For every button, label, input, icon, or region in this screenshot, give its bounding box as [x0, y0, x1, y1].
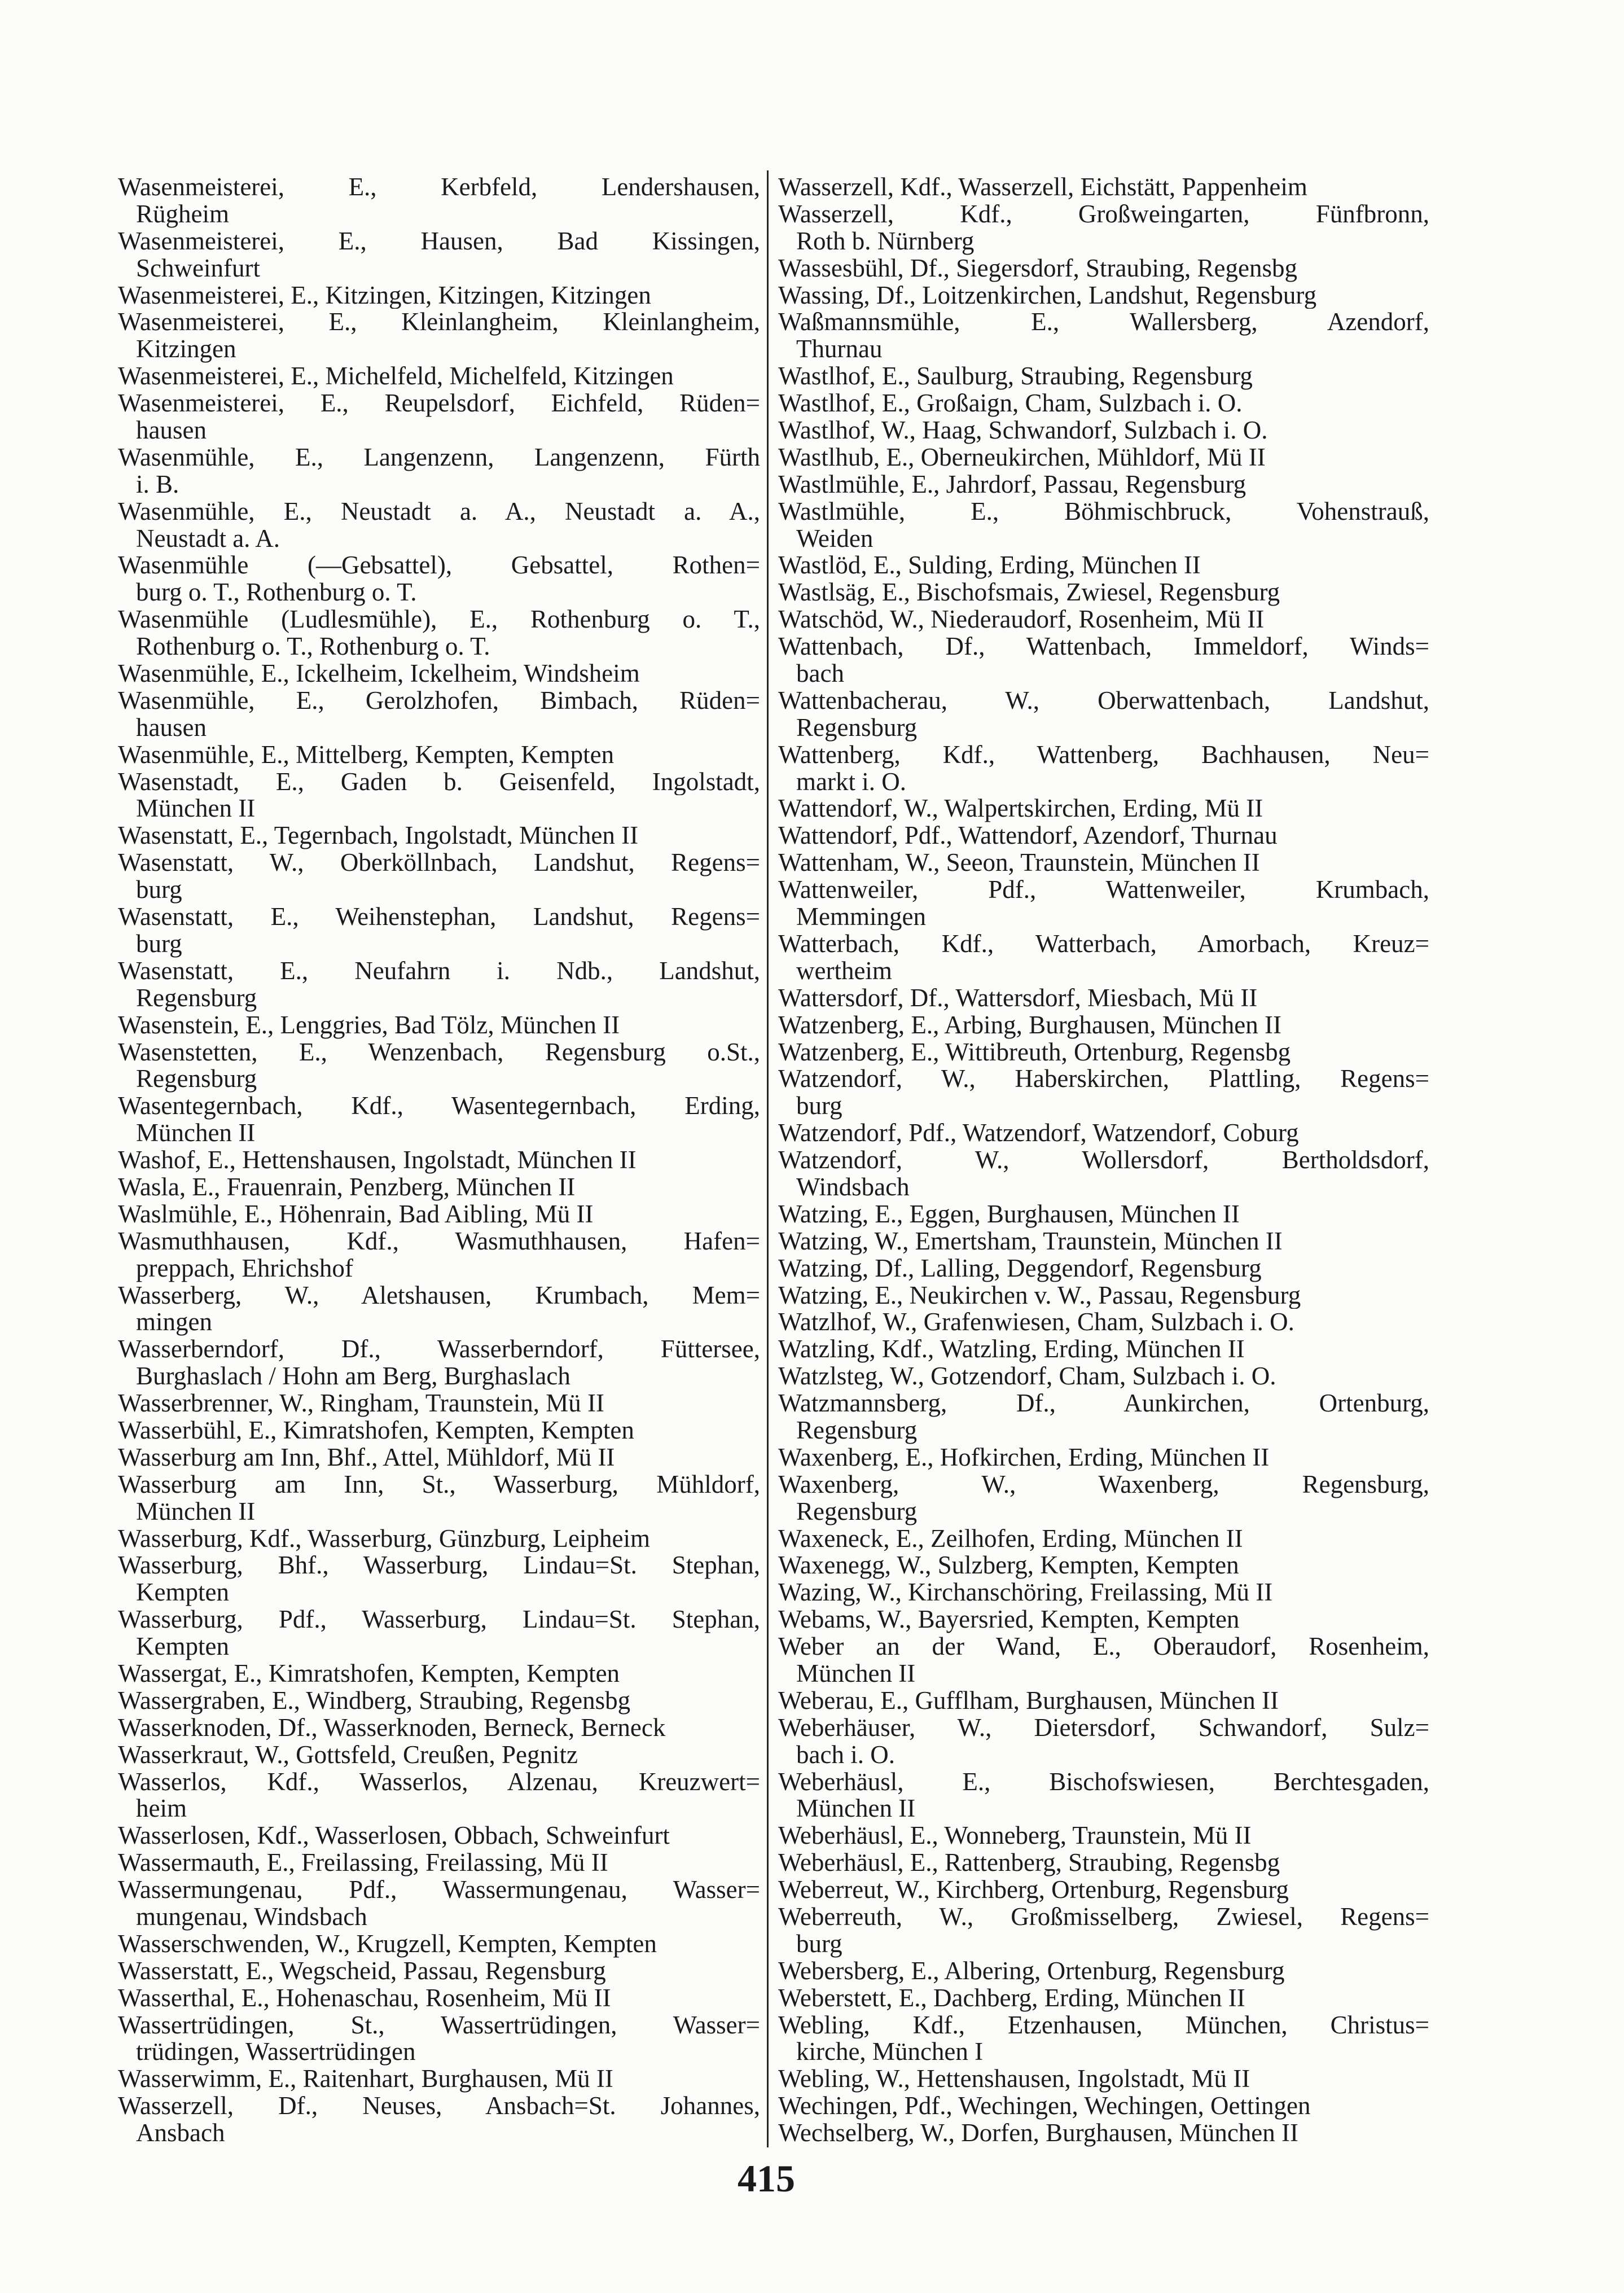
entry-continuation-line: München II — [136, 1498, 256, 1525]
gazetteer-entry — [778, 498, 1429, 553]
entry-continuation-line: mingen — [136, 1309, 212, 1336]
gazetteer-entry — [118, 606, 760, 660]
gazetteer-entry — [778, 687, 1429, 742]
entry-line: Webling, W., Hettenshausen, Ingolstadt, Mü II — [778, 2066, 1250, 2093]
entry-line: Wasserschwenden, W., Krugzell, Kempten, Kempten — [118, 1930, 657, 1958]
entry-continuation-line: preppach, Ehrichshof — [136, 1255, 353, 1282]
entry-continuation-line: burg o. T., Rothenburg o. T. — [136, 579, 417, 607]
entry-line: Watzing, Df., Lalling, Deggendorf, Regensburg — [778, 1255, 1262, 1282]
entry-continuation-line: Kempten — [136, 1579, 229, 1607]
entry-line: Weber an der Wand, E., Oberaudorf, Rosenheim, — [778, 1633, 1429, 1660]
entry-line: Watzendorf, Pdf., Watzendorf, Watzendorf, Coburg — [778, 1120, 1299, 1147]
gazetteer-entry — [778, 931, 1429, 985]
entry-line: Wasserkraut, W., Gottsfeld, Creußen, Pegnitz — [118, 1741, 578, 1769]
entry-line: Wasenstatt, E., Tegernbach, Ingolstadt, München II — [118, 822, 639, 850]
entry-line: Wasentegernbach, Kdf., Wasentegernbach, Erding, — [118, 1093, 760, 1120]
gazetteer-entry — [778, 849, 1429, 876]
gazetteer-entry — [778, 1552, 1429, 1579]
entry-continuation-line: Regensburg — [136, 1066, 257, 1093]
entry-line: Wasenmeisterei, E., Kitzingen, Kitzingen, Kitzingen — [118, 282, 651, 309]
entry-continuation-line: kirche, München I — [796, 2038, 984, 2066]
gazetteer-entry — [778, 1309, 1429, 1336]
gazetteer-entry — [118, 1093, 760, 1147]
gazetteer-entry — [118, 390, 760, 444]
gazetteer-entry — [118, 444, 760, 498]
gazetteer-entry — [118, 1282, 760, 1336]
entry-continuation-line: München II — [796, 1660, 916, 1687]
entry-continuation-line: Schweinfurt — [136, 255, 260, 282]
entry-line: Wassertrüdingen, St., Wassertrüdingen, Wasser= — [118, 2011, 760, 2039]
entry-continuation-line: markt i. O. — [796, 768, 906, 796]
entry-continuation-line: i. B. — [136, 471, 179, 498]
entry-line: Wasserbrenner, W., Ringham, Traunstein, Mü II — [118, 1390, 604, 1417]
entry-continuation-line: Rothenburg o. T., Rothenburg o. T. — [136, 633, 490, 661]
entry-line: Wasserzell, Kdf., Großweingarten, Fünfbronn, — [778, 200, 1429, 228]
entry-line: Wastlmühle, E., Böhmischbruck, Vohenstrauß, — [778, 498, 1429, 525]
gazetteer-entry — [778, 1363, 1429, 1390]
entry-line: Wasenstatt, E., Neufahrn i. Ndb., Landshut, — [118, 957, 760, 985]
gazetteer-entry — [778, 1579, 1429, 1606]
entry-line: Wastlsäg, E., Bischofsmais, Zwiesel, Regensburg — [778, 579, 1280, 607]
entry-continuation-line: Rügheim — [136, 200, 229, 228]
gazetteer-entry — [118, 1687, 760, 1715]
column-divider — [767, 170, 769, 2147]
entry-line: Washof, E., Hettenshausen, Ingolstadt, München II — [118, 1147, 637, 1174]
gazetteer-entry — [778, 742, 1429, 796]
gazetteer-entry — [778, 1066, 1429, 1120]
gazetteer-entry — [778, 390, 1429, 417]
gazetteer-entry — [118, 742, 760, 769]
gazetteer-entry — [118, 1769, 760, 1823]
gazetteer-entry — [778, 1228, 1429, 1255]
gazetteer-entry — [778, 1769, 1429, 1823]
entry-line: Wasserberndorf, Df., Wasserberndorf, Füttersee, — [118, 1336, 760, 1363]
gazetteer-entry — [778, 1390, 1429, 1444]
gazetteer-entry — [778, 471, 1429, 498]
gazetteer-entry — [118, 1174, 760, 1201]
entry-line: Waxenegg, W., Sulzberg, Kempten, Kempten — [778, 1552, 1239, 1580]
entry-line: Weberstett, E., Dachberg, Erding, München II — [778, 1984, 1245, 2012]
gazetteer-entry — [118, 1444, 760, 1471]
entry-line: Weberhäusl, E., Rattenberg, Straubing, Regensbg — [778, 1849, 1280, 1877]
entry-continuation-line: München II — [136, 795, 256, 823]
gazetteer-entry — [118, 1715, 760, 1742]
gazetteer-entry — [778, 1958, 1429, 1985]
entry-continuation-line: Regensburg — [796, 714, 918, 742]
entry-line: Watzendorf, W., Haberskirchen, Plattling, Regens= — [778, 1066, 1429, 1093]
entry-line: Wasserzell, Df., Neuses, Ansbach=St. Johannes, — [118, 2093, 760, 2120]
gazetteer-entry — [118, 1849, 760, 1877]
entry-line: Watschöd, W., Niederaudorf, Rosenheim, Mü II — [778, 606, 1265, 634]
entry-line: Watzendorf, W., Wollersdorf, Bertholdsdorf, — [778, 1147, 1429, 1174]
gazetteer-entry — [118, 228, 760, 282]
entry-line: Wattenbach, Df., Wattenbach, Immeldorf, Winds= — [778, 633, 1429, 661]
entry-line: Wasenmeisterei, E., Kleinlangheim, Kleinlangheim, — [118, 309, 760, 336]
entry-continuation-line: Neustadt a. A. — [136, 525, 280, 553]
gazetteer-entry — [118, 1039, 760, 1093]
entry-continuation-line: burg — [796, 1930, 842, 1958]
entry-line: Watzing, E., Eggen, Burghausen, München II — [778, 1200, 1240, 1228]
entry-line: Wasmuthhausen, Kdf., Wasmuthhausen, Hafen= — [118, 1227, 760, 1255]
entry-line: Webersberg, E., Albering, Ortenburg, Regensburg — [778, 1957, 1285, 1985]
gazetteer-entry — [118, 1390, 760, 1417]
gazetteer-entry — [778, 1877, 1429, 1904]
gazetteer-entry — [778, 606, 1429, 633]
entry-line: Wastlhof, E., Saulburg, Straubing, Regensburg — [778, 363, 1253, 391]
gazetteer-entry — [118, 769, 760, 823]
gazetteer-entry — [118, 687, 760, 742]
entry-line: Wasserburg am Inn, Bhf., Attel, Mühldorf, Mü II — [118, 1444, 615, 1471]
entry-line: Webams, W., Bayersried, Kempten, Kempten — [778, 1606, 1240, 1634]
entry-continuation-line: Windsbach — [796, 1173, 910, 1201]
gazetteer-entry — [118, 904, 760, 958]
entry-continuation-line: mungenau, Windsbach — [136, 1904, 367, 1931]
gazetteer-entry — [778, 2093, 1429, 2120]
gazetteer-entry — [118, 849, 760, 904]
gazetteer-entry — [118, 1525, 760, 1553]
gazetteer-entry — [118, 1606, 760, 1660]
entry-line: Wastlhub, E., Oberneukirchen, Mühldorf, Mü II — [778, 444, 1266, 471]
entry-continuation-line: Regensburg — [136, 984, 257, 1012]
entry-continuation-line: burg — [136, 876, 182, 904]
entry-line: Watzing, E., Neukirchen v. W., Passau, Regensburg — [778, 1282, 1301, 1309]
entry-line: Wasenmühle, E., Neustadt a. A., Neustadt a. A., — [118, 498, 760, 525]
gazetteer-entry — [778, 282, 1429, 309]
entry-continuation-line: Burghaslach / Hohn am Berg, Burghaslach — [136, 1363, 570, 1391]
entry-line: Weberau, E., Gufflham, Burghausen, München II — [778, 1687, 1279, 1715]
entry-line: Watzling, Kdf., Watzling, Erding, München II — [778, 1336, 1245, 1363]
entry-line: Watzlsteg, W., Gotzendorf, Cham, Sulzbach i. O. — [778, 1363, 1276, 1391]
gazetteer-entry — [778, 1201, 1429, 1228]
entry-line: Wassermungenau, Pdf., Wassermungenau, Wasser= — [118, 1877, 760, 1904]
entry-line: Wassergraben, E., Windberg, Straubing, Regensbg — [118, 1687, 631, 1715]
entry-line: Wasenstatt, W., Oberköllnbach, Landshut, Regens= — [118, 849, 760, 877]
gazetteer-entry — [778, 876, 1429, 931]
gazetteer-entry — [118, 660, 760, 687]
right-column — [778, 174, 1429, 2147]
entry-continuation-line: trüdingen, Wassertrüdingen — [136, 2038, 416, 2066]
entry-line: Waxenberg, E., Hofkirchen, Erding, München II — [778, 1444, 1270, 1471]
entry-continuation-line: Ansbach — [136, 2120, 225, 2147]
gazetteer-entry — [118, 2093, 760, 2147]
gazetteer-entry — [118, 1552, 760, 1606]
gazetteer-entry — [118, 282, 760, 309]
entry-continuation-line: Regensburg — [796, 1498, 918, 1525]
entry-line: Watterbach, Kdf., Watterbach, Amorbach, Kreuz= — [778, 930, 1429, 958]
entry-line: Webling, Kdf., Etzenhausen, München, Christus= — [778, 2011, 1429, 2039]
entry-line: Wassermauth, E., Freilassing, Freilassing, Mü II — [118, 1849, 608, 1877]
gazetteer-entry — [778, 1255, 1429, 1282]
gazetteer-entry — [778, 1120, 1429, 1147]
entry-line: Wasenmühle (Ludlesmühle), E., Rothenburg o. T., — [118, 606, 760, 634]
gazetteer-entry — [118, 1660, 760, 1687]
gazetteer-entry — [118, 958, 760, 1012]
entry-line: Wasenmeisterei, E., Kerbfeld, Lendershausen, — [118, 174, 760, 201]
gazetteer-entry — [778, 633, 1429, 687]
entry-line: Wattenweiler, Pdf., Wattenweiler, Krumbach, — [778, 876, 1429, 904]
gazetteer-entry — [778, 1985, 1429, 2012]
entry-line: Wasserthal, E., Hohenaschau, Rosenheim, Mü II — [118, 1984, 611, 2012]
gazetteer-entry — [778, 1471, 1429, 1525]
entry-line: Watzenberg, E., Arbing, Burghausen, München II — [778, 1011, 1282, 1039]
gazetteer-entry — [118, 1958, 760, 1985]
entry-line: Waßmannsmühle, E., Wallersberg, Azendorf, — [778, 309, 1429, 336]
entry-continuation-line: burg — [136, 930, 182, 958]
entry-continuation-line: Memmingen — [796, 904, 926, 931]
entry-line: Wasenstein, E., Lenggries, Bad Tölz, München II — [118, 1011, 620, 1039]
gazetteer-entry — [118, 1012, 760, 1039]
gazetteer-entry — [778, 201, 1429, 255]
gazetteer-entry — [778, 552, 1429, 579]
entry-continuation-line: München II — [796, 1795, 916, 1823]
entry-line: Wassing, Df., Loitzenkirchen, Landshut, Regensburg — [778, 282, 1317, 309]
entry-line: Wechingen, Pdf., Wechingen, Wechingen, Oettingen — [778, 2093, 1311, 2120]
entry-line: Wazing, W., Kirchanschöring, Freilassing, Mü II — [778, 1579, 1273, 1607]
gazetteer-entry — [778, 1687, 1429, 1715]
gazetteer-entry — [118, 2012, 760, 2066]
gazetteer-entry — [778, 2012, 1429, 2066]
gazetteer-entry — [778, 1282, 1429, 1309]
gazetteer-entry — [118, 1742, 760, 1769]
gazetteer-entry — [118, 1201, 760, 1228]
gazetteer-entry — [778, 822, 1429, 849]
entry-continuation-line: burg — [796, 1093, 842, 1120]
entry-line: Watzlhof, W., Grafenwiesen, Cham, Sulzbach i. O. — [778, 1309, 1294, 1336]
entry-line: Weberreut, W., Kirchberg, Ortenburg, Regensburg — [778, 1877, 1289, 1904]
gazetteer-entry — [778, 1849, 1429, 1877]
entry-line: Wasserlos, Kdf., Wasserlos, Alzenau, Kreuzwert= — [118, 1768, 760, 1796]
gazetteer-entry — [778, 1606, 1429, 1633]
entry-line: Wassergat, E., Kimratshofen, Kempten, Kempten — [118, 1660, 620, 1687]
gazetteer-entry — [118, 1336, 760, 1390]
gazetteer-entry — [118, 1985, 760, 2012]
gazetteer-entry — [778, 309, 1429, 363]
entry-line: Wattenham, W., Seeon, Traunstein, München II — [778, 849, 1260, 877]
gazetteer-entry — [778, 1904, 1429, 1958]
entry-line: Wechselberg, W., Dorfen, Burghausen, München II — [778, 2120, 1298, 2147]
gazetteer-entry — [118, 498, 760, 553]
entry-continuation-line: Kitzingen — [136, 336, 236, 363]
entry-continuation-line: Regensburg — [796, 1417, 918, 1444]
entry-line: Wasserzell, Kdf., Wasserzell, Eichstätt, Pappenheim — [778, 174, 1307, 201]
gazetteer-entry — [118, 1147, 760, 1174]
gazetteer-entry — [778, 174, 1429, 201]
entry-line: Wastlmühle, E., Jahrdorf, Passau, Regensburg — [778, 471, 1246, 498]
entry-line: Wasenstatt, E., Weihenstephan, Landshut, Regens= — [118, 904, 760, 931]
gazetteer-entry — [778, 1715, 1429, 1769]
entry-line: Waslmühle, E., Höhenrain, Bad Aibling, Mü II — [118, 1200, 594, 1228]
gazetteer-entry — [118, 1228, 760, 1282]
gazetteer-entry — [118, 1417, 760, 1444]
entry-continuation-line: bach — [796, 660, 844, 687]
entry-line: Weberhäusl, E., Bischofswiesen, Berchtesgaden, — [778, 1768, 1429, 1796]
entry-line: Wasenstetten, E., Wenzenbach, Regensburg o.St., — [118, 1038, 760, 1066]
gazetteer-entry — [778, 795, 1429, 822]
gazetteer-entry — [778, 417, 1429, 444]
entry-line: Wasla, E., Frauenrain, Penzberg, München II — [118, 1173, 576, 1201]
gazetteer-entry — [778, 985, 1429, 1012]
gazetteer-entry — [778, 1039, 1429, 1066]
gazetteer-entry — [118, 552, 760, 606]
entry-line: Watzmannsberg, Df., Aunkirchen, Ortenburg, — [778, 1390, 1429, 1417]
gazetteer-entry — [118, 1471, 760, 1525]
gazetteer-entry — [778, 255, 1429, 282]
entry-line: Wasserburg, Bhf., Wasserburg, Lindau=St. Stephan, — [118, 1552, 760, 1580]
gazetteer-entry — [778, 1633, 1429, 1687]
entry-line: Wasserburg, Kdf., Wasserburg, Günzburg, Leipheim — [118, 1525, 651, 1553]
entry-line: Watzing, W., Emertsham, Traunstein, München II — [778, 1227, 1283, 1255]
entry-line: Wastlhof, W., Haag, Schwandorf, Sulzbach i. O. — [778, 417, 1268, 444]
entry-line: Wasserburg, Pdf., Wasserburg, Lindau=St. Stephan, — [118, 1606, 760, 1634]
gazetteer-entry — [118, 1822, 760, 1849]
entry-line: Wattenberg, Kdf., Wattenberg, Bachhausen, Neu= — [778, 741, 1429, 769]
entry-line: Wasenmeisterei, E., Reupelsdorf, Eichfeld, Rüden= — [118, 390, 760, 418]
gazetteer-entry — [778, 1822, 1429, 1849]
entry-line: Wattenbacherau, W., Oberwattenbach, Landshut, — [778, 687, 1429, 714]
entry-continuation-line: heim — [136, 1795, 187, 1823]
gazetteer-entry — [118, 1931, 760, 1958]
gazetteer-entry — [778, 579, 1429, 606]
left-column — [118, 174, 760, 2147]
entry-line: Wasserlosen, Kdf., Wasserlosen, Obbach, Schweinfurt — [118, 1822, 670, 1850]
gazetteer-entry — [118, 309, 760, 363]
gazetteer-entry — [778, 1444, 1429, 1471]
entry-continuation-line: bach i. O. — [796, 1741, 895, 1769]
entry-continuation-line: hausen — [136, 714, 207, 742]
entry-line: Wasenmeisterei, E., Hausen, Bad Kissingen, — [118, 227, 760, 255]
entry-continuation-line: Weiden — [796, 525, 874, 553]
entry-continuation-line: Kempten — [136, 1633, 229, 1660]
entry-line: Wastlöd, E., Sulding, Erding, München II — [778, 552, 1201, 580]
entry-line: Wasserstatt, E., Wegscheid, Passau, Regensburg — [118, 1957, 606, 1985]
gazetteer-entry — [118, 822, 760, 849]
entry-line: Watzenberg, E., Wittibreuth, Ortenburg, Regensbg — [778, 1038, 1291, 1066]
gazetteer-entry — [778, 2120, 1429, 2147]
entry-line: Wasenstadt, E., Gaden b. Geisenfeld, Ingolstadt, — [118, 768, 760, 796]
entry-continuation-line: hausen — [136, 417, 207, 444]
gazetteer-entry — [778, 363, 1429, 390]
entry-line: Weberhäuser, W., Dietersdorf, Schwandorf, Sulz= — [778, 1714, 1429, 1742]
entry-line: Wasenmühle, E., Ickelheim, Ickelheim, Windsheim — [118, 660, 640, 687]
entry-line: Wasenmühle, E., Mittelberg, Kempten, Kempten — [118, 741, 615, 769]
entry-line: Wasserburg am Inn, St., Wasserburg, Mühldorf, — [118, 1471, 760, 1498]
entry-line: Waxenberg, W., Waxenberg, Regensburg, — [778, 1471, 1429, 1498]
entry-line: Wasserbühl, E., Kimratshofen, Kempten, Kempten — [118, 1417, 634, 1444]
gazetteer-entry — [778, 1012, 1429, 1039]
entry-continuation-line: München II — [136, 1120, 256, 1147]
entry-line: Wasenmühle, E., Langenzenn, Langenzenn, Fürth — [118, 444, 760, 471]
gazetteer-entry — [778, 1147, 1429, 1201]
gazetteer-entry — [778, 444, 1429, 471]
entry-continuation-line: Thurnau — [796, 336, 883, 363]
gazetteer-entry — [778, 1336, 1429, 1363]
entry-line: Wattendorf, W., Walpertskirchen, Erding, Mü II — [778, 795, 1263, 823]
entry-line: Weberhäusl, E., Wonneberg, Traunstein, Mü II — [778, 1822, 1252, 1850]
entry-line: Wasenmeisterei, E., Michelfeld, Michelfeld, Kitzingen — [118, 363, 674, 391]
entry-line: Wasenmühle, E., Gerolzhofen, Bimbach, Rüden= — [118, 687, 760, 714]
page-number: 415 — [738, 2157, 795, 2200]
gazetteer-entry — [118, 1877, 760, 1931]
gazetteer-entry — [778, 1525, 1429, 1553]
entry-continuation-line: wertheim — [796, 957, 892, 985]
gazetteer-entry — [118, 363, 760, 390]
entry-line: Wastlhof, E., Großaign, Cham, Sulzbach i. O. — [778, 390, 1243, 418]
entry-continuation-line: Roth b. Nürnberg — [796, 227, 975, 255]
entry-line: Wasserwimm, E., Raitenhart, Burghausen, Mü II — [118, 2066, 613, 2093]
entry-line: Wasserberg, W., Aletshausen, Krumbach, Mem= — [118, 1282, 760, 1309]
entry-line: Wattendorf, Pdf., Wattendorf, Azendorf, Thurnau — [778, 822, 1278, 850]
entry-line: Waxeneck, E., Zeilhofen, Erding, München II — [778, 1525, 1243, 1553]
gazetteer-entry — [118, 174, 760, 228]
entry-line: Wattersdorf, Df., Wattersdorf, Miesbach, Mü II — [778, 984, 1258, 1012]
gazetteer-entry — [118, 2066, 760, 2093]
entry-line: Wasserknoden, Df., Wasserknoden, Berneck, Berneck — [118, 1714, 666, 1742]
entry-line: Weberreuth, W., Großmisselberg, Zwiesel, Regens= — [778, 1904, 1429, 1931]
entry-line: Wassesbühl, Df., Siegersdorf, Straubing, Regensbg — [778, 255, 1297, 282]
entry-line: Wasenmühle (—Gebsattel), Gebsattel, Rothen= — [118, 552, 760, 580]
gazetteer-entry — [778, 2066, 1429, 2093]
